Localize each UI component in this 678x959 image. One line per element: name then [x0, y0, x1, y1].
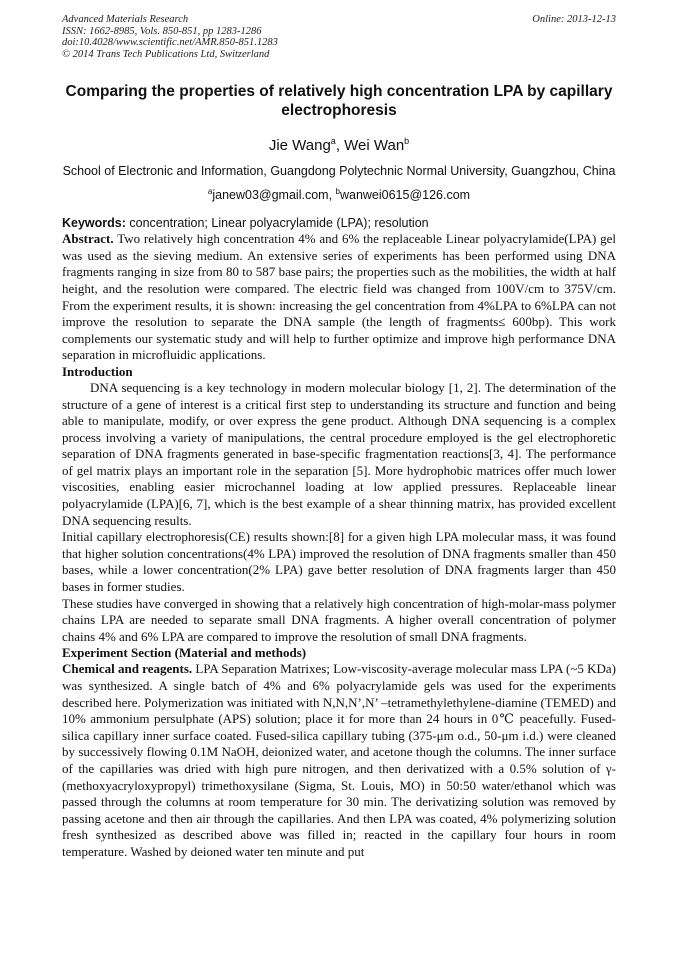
doi-line: doi:10.4028/www.scientific.net/AMR.850-851.1283: [62, 37, 278, 48]
keywords-label: Keywords:: [62, 216, 126, 231]
keywords-text: concentration; Linear polyacrylamide (LPA); resolution: [125, 216, 429, 231]
online-date: Online: 2013-12-13: [532, 14, 616, 25]
email-mark: a: [207, 187, 213, 196]
experiment-paragraph: [62, 661, 616, 860]
experiment-heading: Experiment Section (Material and methods): [62, 645, 307, 661]
author-affil-mark: b: [404, 136, 410, 146]
author-separator: ,: [335, 137, 345, 154]
abstract-label: Abstract.: [62, 231, 114, 247]
abstract: [62, 231, 616, 364]
journal-header: [62, 14, 616, 60]
author-name: Jie Wang: [268, 137, 331, 154]
email-address: janew03@gmail.com: [212, 188, 329, 203]
author-list: [62, 132, 616, 155]
intro-paragraph: Initial capillary electrophoresis(CE) results shown:[8] for a given high LPA molecular mass, it was found that higher solution concentrations(4% LPA) improved the resolution of DNA fragments smaller than 450 bases, while a lower concentration(2% LPA) gave better resolution of DNA fragments larger than 450 bases in former studies.: [62, 529, 616, 595]
affiliation: School of Electronic and Information, Guangdong Polytechnic Normal University, Guangzhou, China: [62, 164, 616, 178]
email-address: wanwei0615@126.com: [339, 188, 471, 203]
paper-title: Comparing the properties of relatively high concentration LPA by capillary electrophoresis: [65, 83, 613, 119]
keywords: [62, 215, 616, 231]
intro-paragraph: These studies have converged in showing that a relatively high concentration of high-molar-mass polymer chains LPA are needed to separate small DNA fragments. A higher overall concentration of polymer chains 4% and 6% LPA are compared to improve the resolution of small DNA fragments.: [62, 595, 616, 644]
email-mark: b: [335, 187, 340, 196]
intro-paragraph: DNA sequencing is a key technology in modern molecular biology [1, 2]. The determination of the structure of a gene of interest is a critical first step to understanding its structure and function and being able to manipulate, modify, or over express the gene product. Although DNA sequencing is a complex process involving a variety of manipulations, the central procedure employed is the gel electrophoretic separation of DNA fragments generated in base-specific fragmentation reactions[3, 4]. The performance of gel matrix plays an important role in the separation [5]. More hydrophobic matrices offer much lower viscosities, enabling easier microchannel loading at low applied pressures. Replaceable linear polyacrylamide (LPA)[6, 7], which is the best example of a shear thinning matrix, has provided excellent DNA sequencing results.: [62, 379, 616, 528]
journal-name: Advanced Materials Research: [62, 14, 189, 25]
issn-line: ISSN: 1662-8985, Vols. 850-851, pp 1283-1286: [62, 25, 262, 37]
author-affil-mark: a: [330, 136, 336, 146]
email-list: [62, 184, 616, 203]
introduction-heading: Introduction: [62, 363, 133, 379]
author-name: Wei Wan: [344, 137, 405, 154]
email-separator: ,: [328, 188, 336, 203]
experiment-text: LPA Separation Matrixes; Low-viscosity-average molecular mass LPA (~5 KDa) was synthesized. A single batch of 4% and 6% polyacrylamide gels was used for the experiments described here. Polymerization was initiated with N,N,N’,N’ –tetramethylethylene-diamine (TEMED) and 10% ammonium persulphate (APS) solution; place it for more than 24 hours in 0℃ peacefully. Fused-silica capillary inner surface coated. Fused-silica capillary tubing (375-μm o.d., 50-μm i.d.) were cleaned by successively flowing 0.1M NaOH, deionized water, and acetone though the columns. The inner surface of the capillaries was dried with high pure nitrogen, and then derivatized with a 0.5% solution of γ-(methoxyacryloxypropyl) trimethoxysilane (Sigma, St. Louis, MO) in 50:50 water/ethanol which was passed through the columns at room temperature for 30 min. The derivatizing solution was removed by passing acetone and then air through the capillaries. And then LPA was coated, 4% polymerizing solution fresh synthesized as described above was filled in; reacted in the capillary four hours in room temperature. Washed by deioned water ten minute and put: [62, 661, 616, 859]
copyright-line: © 2014 Trans Tech Publications Ltd, Switzerland: [62, 48, 270, 60]
chemicals-subheading: Chemical and reagents.: [62, 661, 193, 677]
abstract-text: Two relatively high concentration 4% and 6% the replaceable Linear polyacrylamide(LPA) gel was used as the sieving medium. An extensive series of experiments has been performed using DNA fragments ranging in size from 80 to 587 base pairs; the properties such as the mobilities, the width at half height, and the resolution were compared. The electric field was changed from 100V/cm to 375V/cm. From the experiment results, it is shown: increasing the gel concentration from 4%LPA to 6%LPA can not improve the resolution to separate the DNA sample (the length of fragments≤ 600bp). This work complements our systematic study and will help to further optimize and improve high performance DNA separation in microfluidic applications.: [62, 231, 616, 363]
